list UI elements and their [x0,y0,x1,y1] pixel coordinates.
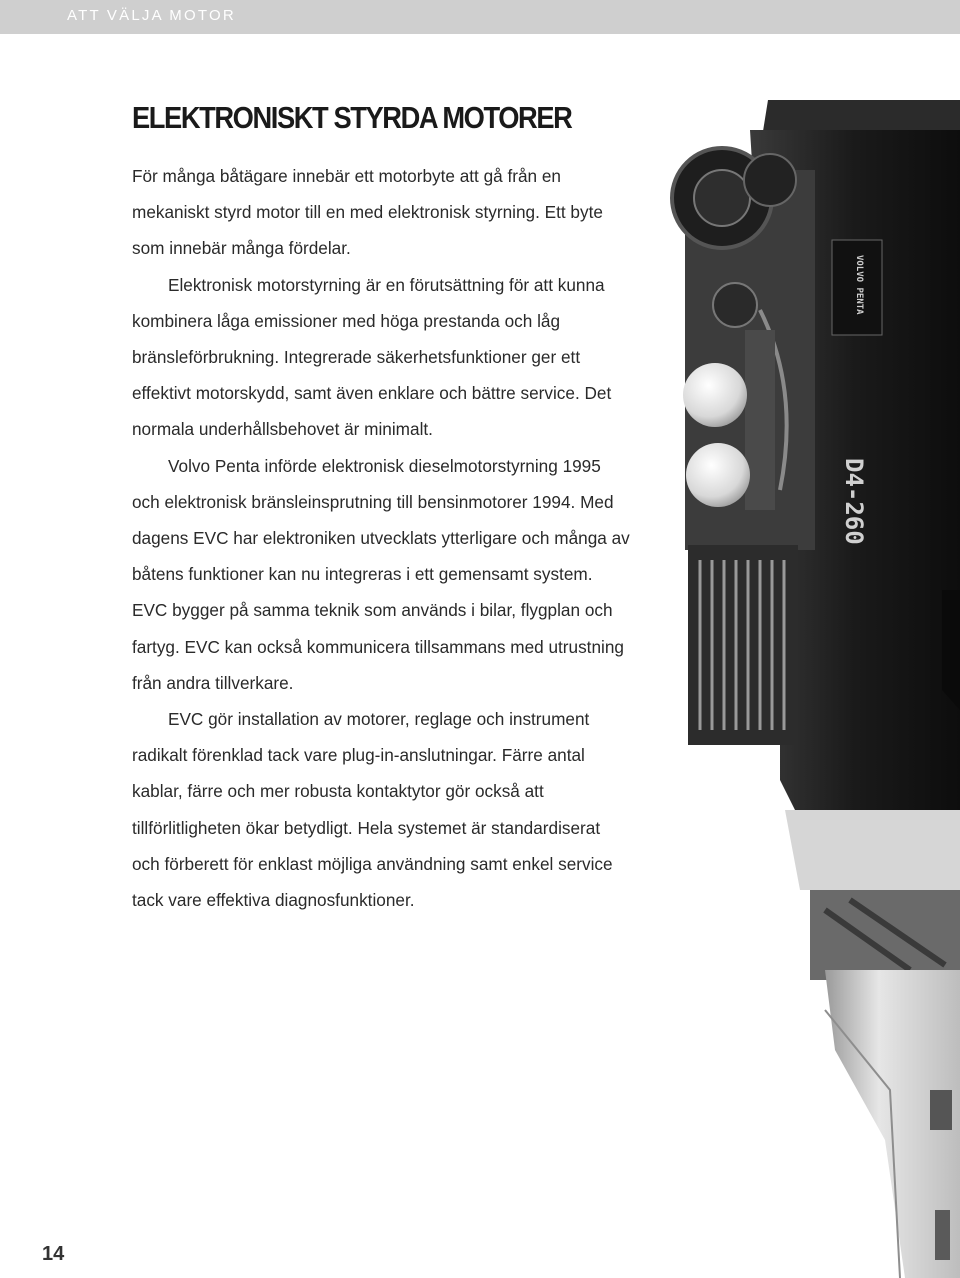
paragraph-4: EVC gör installation av motorer, reglage och instrument radikalt förenklad tack vare plug-in-anslutningar. Färre antal kablar, färre och mer robusta kontaktytor gör också att tillförlitligheten ökar betydligt. Hela systemet är standardiserat och förberett för enklast möjliga användning samt enkel service tack vare effektiva diagnosfunktioner. [132,709,613,911]
page-number: 14 [42,1243,65,1265]
page-title: ELEKTRONISKT STYRDA MOTORER [132,100,572,135]
paragraph-2: Elektronisk motorstyrning är en förutsättning för att kunna kombinera låga emissioner med höga prestanda och låg bränsleförbrukning. Integrerade säkerhetsfunktioner ger ett effektivt motorskydd, samt även enklare och bättre service. Det normala underhållsbehovet är minimalt. [132,274,612,440]
paragraph-1: För många båtägare innebär ett motorbyte att gå från en mekaniskt styrd motor till en med elektronisk styrning. Ett byte som innebär många fördelar. [132,166,603,259]
engine-filter-cap-bottom [686,443,750,507]
body-text [132,158,632,918]
paragraph-3: Volvo Penta införde elektronisk dieselmotorstyrning 1995 och elektronisk bränsleinsprutning till bensinmotorer 1994. Med dagens EVC har elektroniken utvecklats ytterligare och många av båtens funktioner kan nu integreras i ett gemensamt system. EVC bygger på samma teknik som används i bilar, flygplan och fartyg. EVC kan också kommunicera tillsammans med utrustning från andra tillverkare. [132,455,630,693]
engine-brand-text: VOLVO PENTA [854,255,864,315]
engine-heat-exchanger [688,545,798,745]
engine-model-text: D4-260 [840,458,868,545]
section-label: ATT VÄLJA MOTOR [67,7,236,24]
engine-illustration [660,90,960,1278]
engine-skirt [785,810,960,890]
engine-photo [660,90,960,1278]
engine-filter-cap-top [683,363,747,427]
header-band [0,0,960,36]
